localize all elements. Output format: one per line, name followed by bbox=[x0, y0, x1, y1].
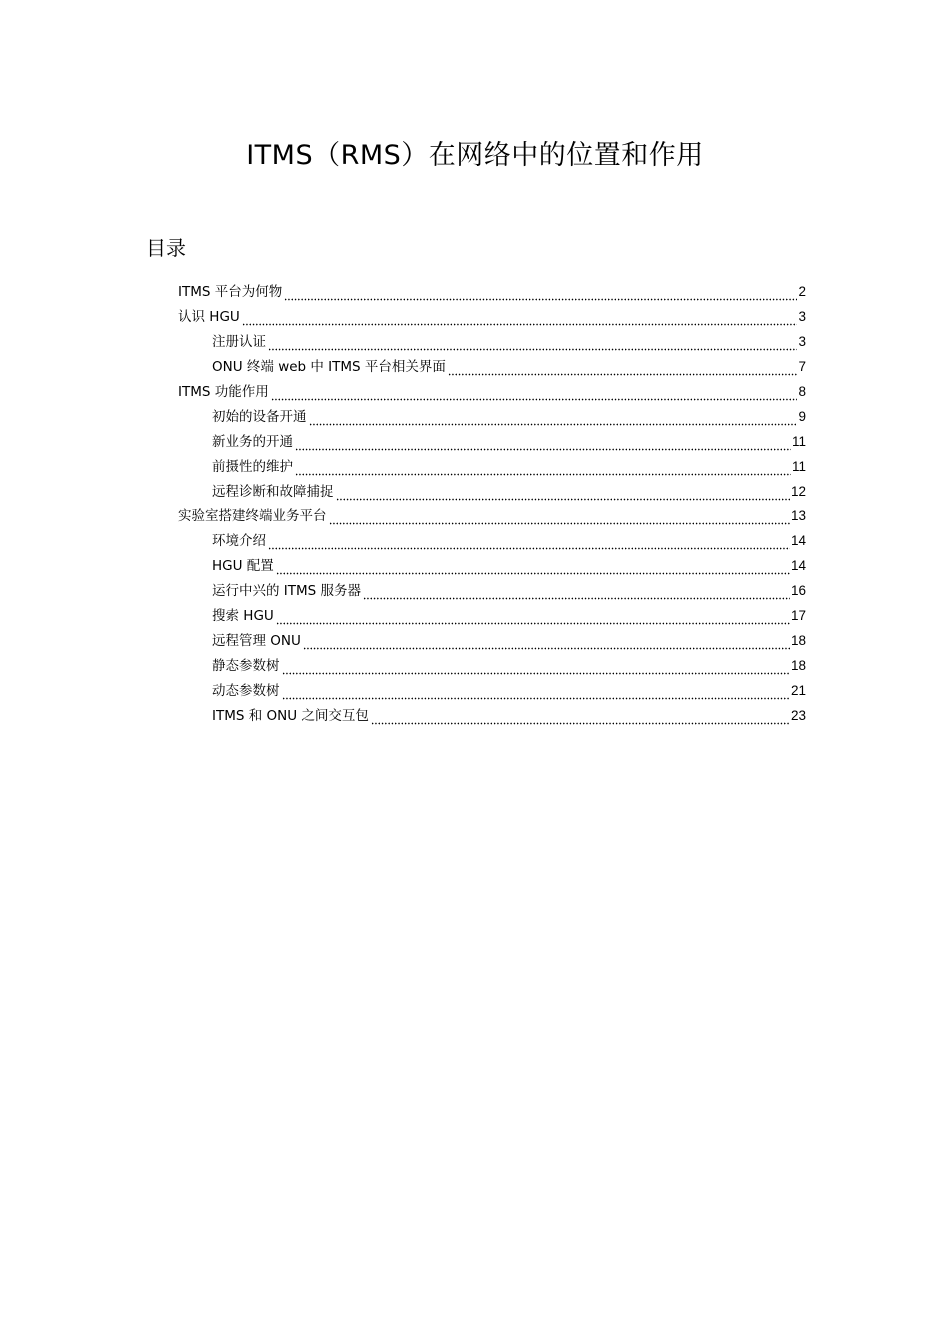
toc-entry[interactable] bbox=[178, 554, 806, 579]
toc-entry-page-number: 16 bbox=[790, 583, 806, 599]
toc-entry-title: 初始的设备开通 bbox=[212, 408, 307, 425]
table-of-contents bbox=[178, 280, 806, 728]
toc-entry[interactable] bbox=[178, 305, 806, 330]
toc-dot-leader bbox=[448, 362, 798, 376]
toc-entry[interactable] bbox=[178, 628, 806, 653]
toc-entry[interactable] bbox=[178, 355, 806, 380]
toc-entry-page-number: 14 bbox=[790, 558, 806, 574]
toc-dot-leader bbox=[268, 536, 790, 550]
toc-entry-page-number: 12 bbox=[790, 483, 806, 499]
toc-entry-page-number: 18 bbox=[790, 632, 806, 648]
toc-entry-title: 远程管理 ONU bbox=[212, 632, 301, 649]
toc-entry[interactable] bbox=[178, 479, 806, 504]
toc-entry[interactable] bbox=[178, 280, 806, 305]
toc-dot-leader bbox=[336, 487, 790, 501]
toc-entry-title: 运行中兴的 ITMS 服务器 bbox=[212, 583, 362, 600]
toc-entry-title: 远程诊断和故障捕捉 bbox=[212, 483, 334, 500]
toc-entry-page-number: 3 bbox=[798, 334, 806, 350]
toc-entry-page-number: 23 bbox=[790, 707, 806, 723]
toc-entry[interactable] bbox=[178, 454, 806, 479]
toc-entry[interactable] bbox=[178, 380, 806, 405]
document-title: ITMS（RMS）在网络中的位置和作用 bbox=[246, 140, 704, 171]
toc-entry-title: 前摄性的维护 bbox=[212, 458, 293, 475]
toc-dot-leader bbox=[282, 661, 790, 675]
toc-entry-page-number: 11 bbox=[791, 433, 806, 449]
toc-dot-leader bbox=[329, 511, 790, 525]
toc-entry-page-number: 21 bbox=[790, 682, 806, 698]
toc-dot-leader bbox=[268, 337, 797, 351]
toc-entry-page-number: 2 bbox=[798, 284, 806, 300]
toc-dot-leader bbox=[309, 412, 798, 426]
toc-entry[interactable] bbox=[178, 330, 806, 355]
toc-dot-leader bbox=[303, 636, 790, 650]
toc-entry-title: 实验室搭建终端业务平台 bbox=[178, 508, 327, 525]
toc-entry[interactable] bbox=[178, 404, 806, 429]
toc-dot-leader bbox=[276, 611, 790, 625]
toc-dot-leader bbox=[371, 711, 790, 725]
toc-entry[interactable] bbox=[178, 504, 806, 529]
toc-dot-leader bbox=[271, 387, 798, 401]
toc-dot-leader bbox=[242, 312, 798, 326]
toc-entry-title: 搜索 HGU bbox=[212, 608, 274, 625]
toc-entry-title: ITMS 平台为何物 bbox=[178, 284, 283, 301]
toc-entry-page-number: 11 bbox=[791, 458, 806, 474]
toc-entry[interactable] bbox=[178, 529, 806, 554]
toc-entry-title: ITMS 功能作用 bbox=[178, 384, 269, 400]
toc-dot-leader bbox=[295, 462, 791, 476]
toc-dot-leader bbox=[295, 437, 791, 451]
toc-entry[interactable] bbox=[178, 604, 806, 629]
toc-entry-page-number: 9 bbox=[798, 408, 806, 424]
toc-entry[interactable] bbox=[178, 653, 806, 678]
toc-entry-title: ITMS 和 ONU 之间交互包 bbox=[212, 707, 369, 724]
toc-entry-page-number: 8 bbox=[798, 384, 806, 399]
toc-entry-page-number: 7 bbox=[798, 359, 806, 375]
toc-entry-page-number: 18 bbox=[790, 657, 806, 673]
toc-entry[interactable] bbox=[178, 429, 806, 454]
toc-entry[interactable] bbox=[178, 678, 806, 703]
toc-entry-page-number: 3 bbox=[798, 309, 806, 325]
toc-heading: 目录 bbox=[146, 236, 186, 260]
toc-entry-title: 注册认证 bbox=[212, 334, 266, 351]
toc-dot-leader bbox=[282, 686, 790, 700]
toc-dot-leader bbox=[284, 287, 797, 301]
toc-entry-title: 动态参数树 bbox=[212, 682, 280, 699]
toc-entry-title: 静态参数树 bbox=[212, 657, 280, 674]
toc-entry-page-number: 13 bbox=[790, 508, 806, 524]
toc-entry-title: HGU 配置 bbox=[212, 558, 274, 575]
toc-entry[interactable] bbox=[178, 703, 806, 728]
toc-entry[interactable] bbox=[178, 579, 806, 604]
toc-entry-title: 新业务的开通 bbox=[212, 433, 293, 450]
toc-entry-page-number: 17 bbox=[790, 608, 806, 624]
toc-dot-leader bbox=[276, 561, 790, 575]
toc-entry-title: ONU 终端 web 中 ITMS 平台相关界面 bbox=[212, 359, 446, 376]
toc-entry-title: 环境介绍 bbox=[212, 533, 266, 550]
toc-dot-leader bbox=[363, 586, 790, 600]
toc-entry-page-number: 14 bbox=[790, 533, 806, 549]
toc-entry-title: 认识 HGU bbox=[178, 309, 240, 326]
